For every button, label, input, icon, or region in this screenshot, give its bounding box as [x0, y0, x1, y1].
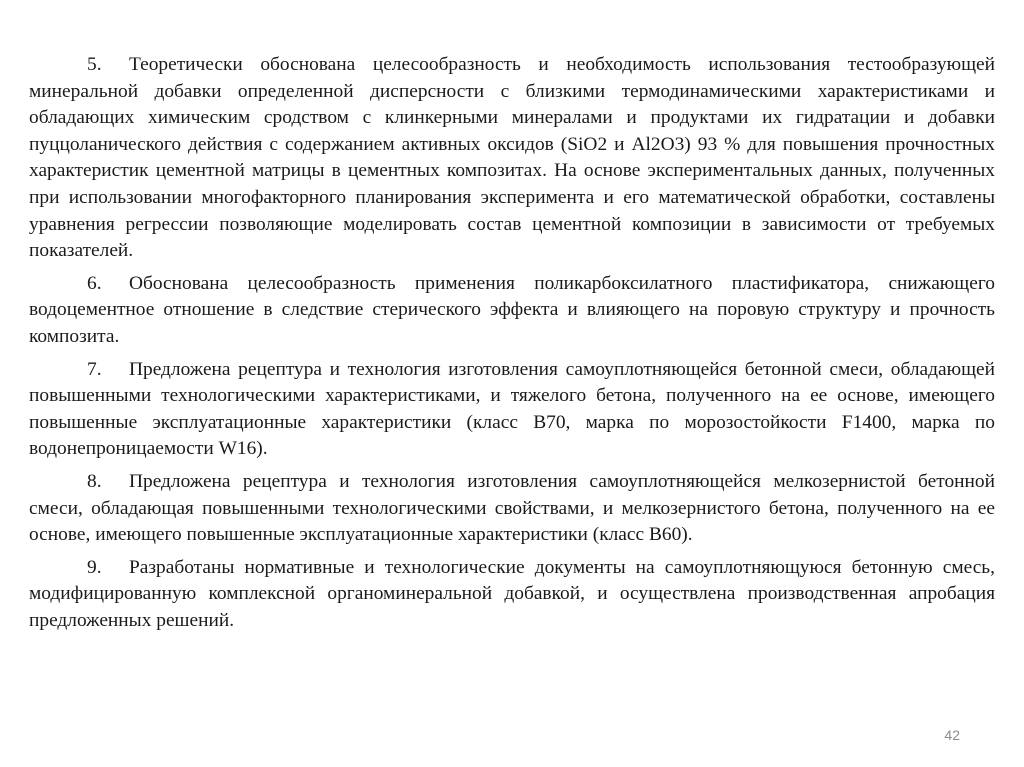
- item-number: 8.: [87, 470, 102, 492]
- document-body: [29, 52, 995, 640]
- item-number: 9.: [87, 556, 102, 578]
- list-item-9: [29, 555, 995, 635]
- item-number: 5.: [87, 54, 102, 75]
- item-number: 7.: [87, 358, 102, 380]
- item-text: Теоретически обоснована целесообразность и необходимость использования тестообразующей минеральной добавки определенной дисперсности с близкими термодинамическими характеристиками и обладающих химическим сродством с клинкерными минералами и продуктами их гидратации и добавки пуццоланического действия с содержанием активных оксидов (SiO2 и Al2O3) 93 % для повышения прочностных характеристик цементной матрицы в цементных композитах. На основе экспериментальных данных, полученных при использовании многофакторного планирования эксперимента и его математической обработки, составлены уравнения регрессии позволяющие моделировать состав цементной композиции в зависимости от требуемых показателей.: [29, 54, 995, 262]
- item-text: Разработаны нормативные и технологические документы на самоуплотняющуюся бетонную смесь, модифицированную комплексной органоминеральной добавкой, и осуществлена производственная апробация предложенных решений.: [29, 556, 995, 631]
- page-number: 42: [944, 727, 960, 743]
- list-item-7: [29, 357, 995, 463]
- item-text: Обоснована целесообразность применения поликарбоксилатного пластификатора, снижающего водоцементное отношение в следствие стерического эффекта и влияющего на поровую структуру и прочность композита.: [29, 272, 995, 347]
- list-item-8: [29, 469, 995, 549]
- item-text: Предложена рецептура и технология изготовления самоуплотняющейся мелкозернистой бетонной смеси, обладающая повышенными технологическими свойствами, и мелкозернистого бетона, полученного на ее основе, имеющего повышенные эксплуатационные характеристики (класс В60).: [29, 470, 995, 546]
- list-item-5: [29, 52, 995, 265]
- item-text: Предложена рецептура и технология изготовления самоуплотняющейся бетонной смеси, обладающей повышенными технологическими характеристиками, и тяжелого бетона, полученного на ее основе, имеющего повышенные эксплуатационные характеристики (класс В70, марка по морозостойкости F1400, марка по водонепроницаемости W16).: [29, 358, 995, 460]
- item-number: 6.: [87, 272, 102, 294]
- list-item-6: [29, 271, 995, 351]
